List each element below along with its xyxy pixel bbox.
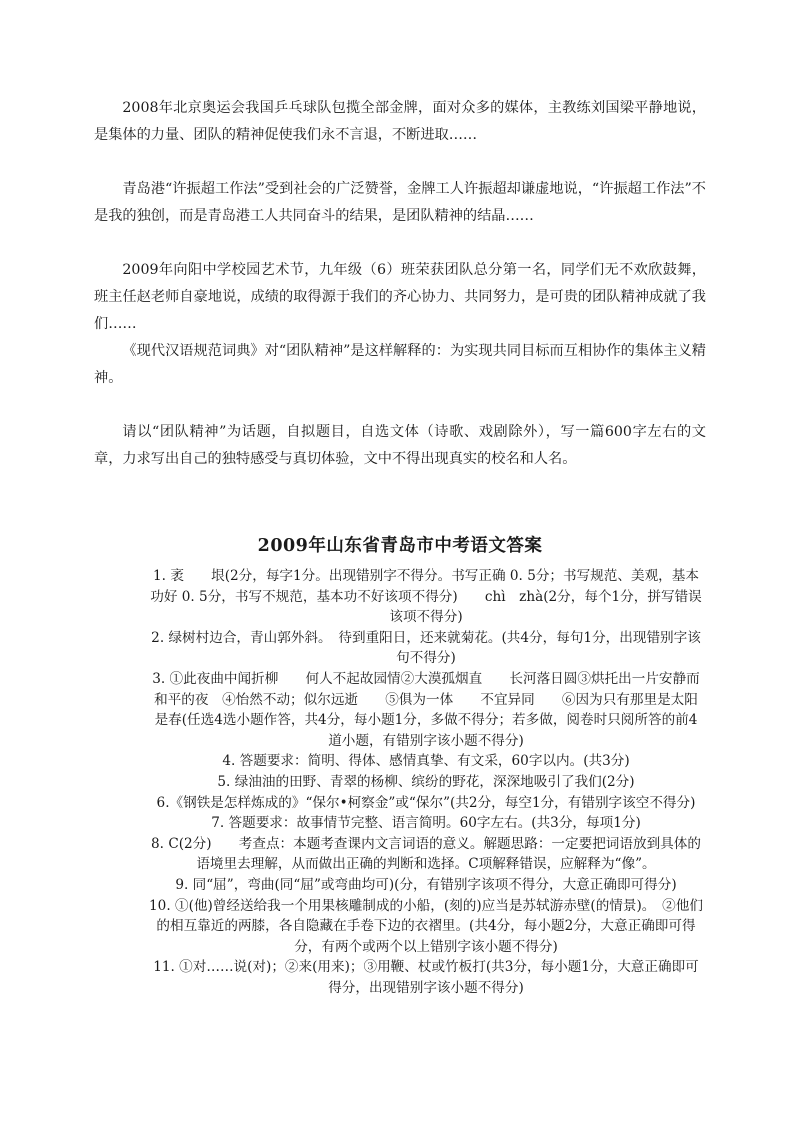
answer-11: 11. ①对……说(对)；②来(用来)；③用鞭、杖或竹板打(共3分，每小题1分，大意正确即可得分，出现错别字该小题不得分) <box>153 959 699 996</box>
answer-1: 1. 袤 垠(2分，每字1分。出现错别字不得分。书写正确 0. 5分；书写规范、美观，基本功好 0. 5分，书写不规范，基本功不好该项不得分) chì zhà(2分，每个1分，拼写错误该项不得分) <box>150 568 702 626</box>
answers-title: 2009年山东省青岛市中考语文答案 <box>257 536 543 556</box>
answer-2: 2. 绿树村边合，青山郭外斜。 待到重阳日，还来就菊花。(共4分，每句1分，出现错别字该句不得分) <box>151 629 701 667</box>
answer-4: 4. 答题要求：简明、得体、感情真挚、有文采，60字以内。(共3分) <box>222 753 630 770</box>
answer-9: 9. 同“屈”，弯曲(同“屈”或弯曲均可)(分，有错别字该项不得分，大意正确即可得分) <box>175 876 677 893</box>
intro-paragraph-5: 请以“团队精神”为话题，自拟题目，自选文体（诗歌、戏剧除外），写一篇600字左右的文章，力求写出自己的独特感受与真切体验，文中不得出现真实的校名和人名。 <box>94 424 706 467</box>
intro-paragraph-4: 《现代汉语规范词典》对“团队精神”是这样解释的：为实现共同目标而互相协作的集体主义精神。 <box>94 343 706 386</box>
answer-7: 7. 答题要求：故事情节完整、语言简明。60字左右。(共3分，每项1分) <box>211 815 641 832</box>
answers-list <box>148 566 726 998</box>
answer-8: 8. C(2分) 考查点：本题考查课内文言词语的意义。解题思路：一定要把词语放到具体的语境里去理解，从而做出正确的判断和选择。C项解释错误，应解释为“像”。 <box>151 835 701 873</box>
answer-5: 5. 绿油油的田野、青翠的杨柳、缤纷的野花，深深地吸引了我们(2分) <box>217 773 635 790</box>
intro-paragraph-1: 2008年北京奥运会我国乒乓球队包揽全部金牌，面对众多的媒体，主教练刘国梁平静地说，是集体的力量、团队的精神促使我们永不言退，不断进取…… <box>94 100 706 143</box>
answer-3: 3. ①此夜曲中闻折柳 何人不起故园情②大漠孤烟直 长河落日圆③烘托出一片安静而和平的夜 ④怡然不动；似尔远逝 ⑤俱为一体 不宜异同 ⑥因为只有那里是太阳 是春(任选4选小题作答，共4分，每小题1分，多做不得分；若多做，阅卷时只阅所答的前4道小题，有错别字该小题不得分) <box>152 670 726 749</box>
answer-6: 6.《钢铁是怎样炼成的》“保尔•柯察金”或“保尔”(共2分，每空1分，有错别字该空不得分) <box>156 794 696 811</box>
intro-paragraph-2: 青岛港“许振超工作法”受到社会的广泛赞誉，金牌工人许振超却谦虚地说，“许振超工作法”不是我的独创，而是青岛港工人共同奋斗的结果，是团队精神的结晶…… <box>94 181 706 224</box>
answer-10: 10. ①(他)曾经送给我一个用果核雕制成的小船，(刻的)应当是苏轼游赤壁(的情景)。 ②他们的相互靠近的两膝，各自隐藏在手卷下边的衣褶里。(共4分，每小题2分，大意正确即可得分，有两个或两个以上错别字该小题不得分) <box>149 897 703 955</box>
intro-paragraph-3: 2009年向阳中学校园艺术节，九年级（6）班荣获团队总分第一名，同学们无不欢欣鼓舞，班主任赵老师自豪地说，成绩的取得源于我们的齐心协力、共同努力，是可贵的团队精神成就了我们…… <box>94 262 706 332</box>
